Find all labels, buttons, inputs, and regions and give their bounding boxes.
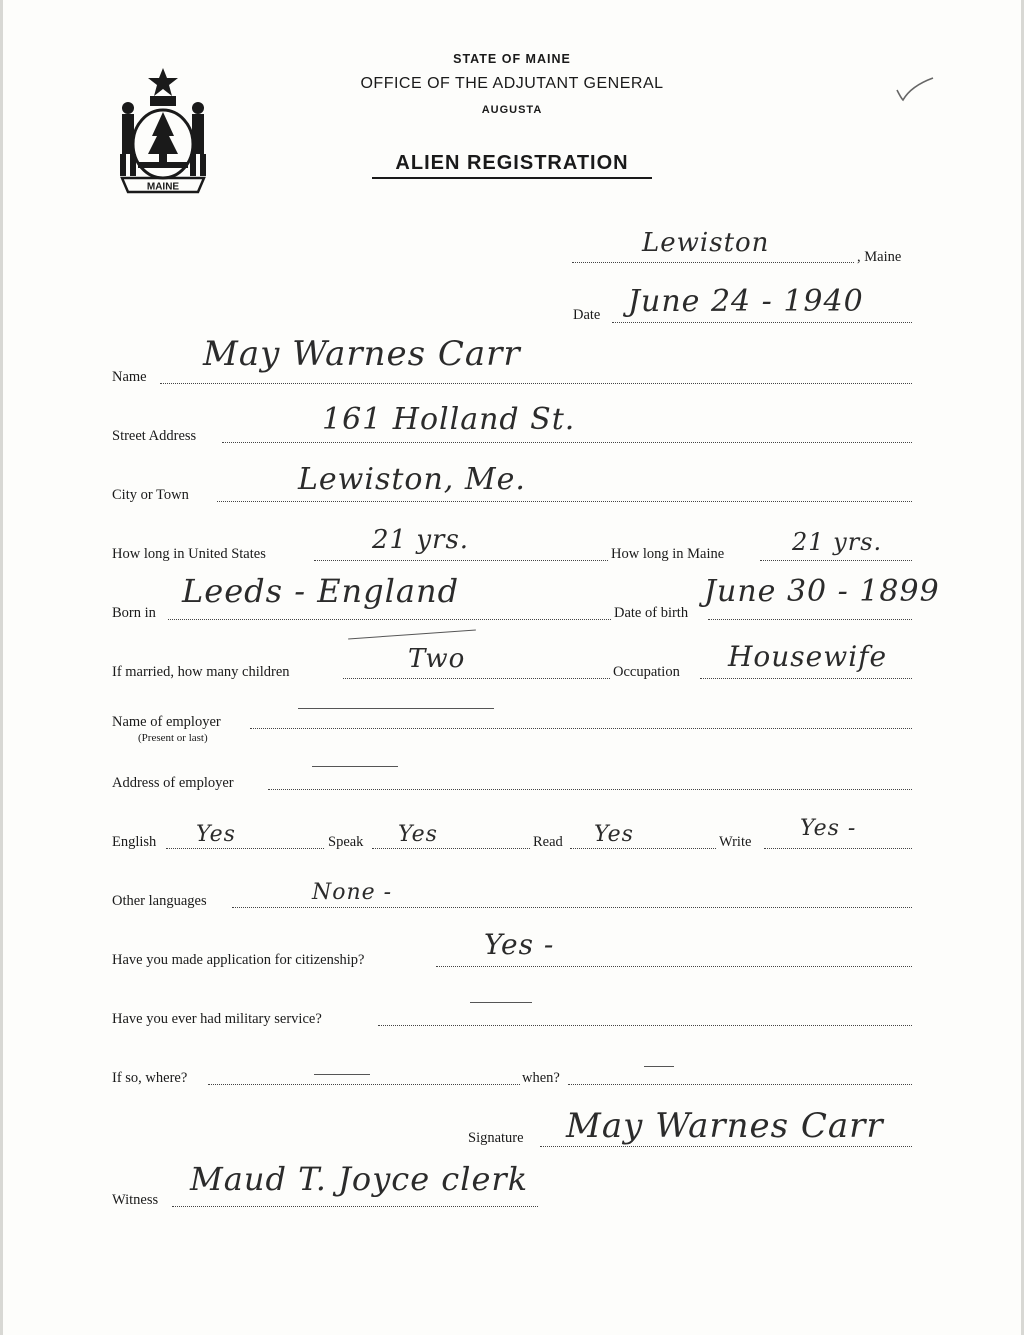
write-line — [764, 848, 912, 849]
header-state: STATE OF MAINE — [453, 52, 571, 66]
read-line — [570, 848, 716, 849]
date-line — [612, 322, 912, 323]
maine-suffix-label: , Maine — [857, 249, 902, 265]
read-label: Read — [533, 834, 563, 850]
where-line — [208, 1084, 520, 1085]
signature-value: May Warnes Carr — [566, 1106, 884, 1146]
employer-name-label: Name of employer — [112, 714, 221, 730]
date-of-birth-label: Date of birth — [614, 605, 689, 621]
born-in-label: Born in — [112, 605, 156, 621]
employer-address-label: Address of employer — [112, 775, 234, 791]
city-or-town-label: City or Town — [112, 487, 189, 503]
name-line — [160, 383, 912, 384]
speak-line — [372, 848, 530, 849]
military-dash — [470, 1002, 532, 1003]
how-long-us-line — [314, 560, 608, 561]
when-dash — [644, 1066, 674, 1067]
citizenship-label: Have you made application for citizenship? — [112, 952, 365, 968]
children-label: If married, how many children — [112, 664, 290, 680]
occupation-line — [700, 678, 912, 679]
how-long-maine-line — [760, 560, 912, 561]
military-line — [378, 1025, 912, 1026]
witness-line — [172, 1206, 538, 1207]
english-value: Yes — [196, 822, 236, 847]
when-label: when? — [522, 1070, 560, 1086]
date-value: June 24 - 1940 — [628, 284, 864, 319]
witness-label: Witness — [112, 1192, 159, 1208]
read-value: Yes — [594, 822, 634, 847]
born-in-value: Leeds - England — [182, 572, 460, 610]
speak-label: Speak — [328, 834, 364, 850]
date-of-birth-value: June 30 - 1899 — [704, 574, 940, 609]
header-office: OFFICE OF THE ADJUTANT GENERAL — [360, 75, 664, 92]
other-languages-value: None - — [312, 880, 393, 905]
header-city: AUGUSTA — [481, 104, 543, 116]
form-title: ALIEN REGISTRATION — [372, 152, 652, 179]
write-label: Write — [719, 834, 752, 850]
city-or-town-value: Lewiston, Me. — [298, 462, 526, 497]
name-value: May Warnes Carr — [203, 334, 521, 374]
citizenship-value: Yes - — [484, 928, 555, 961]
other-languages-label: Other languages — [112, 893, 207, 909]
how-long-us-label: How long in United States — [112, 546, 266, 562]
how-long-maine-value: 21 yrs. — [792, 528, 883, 556]
seal-banner-text: MAINE — [146, 181, 180, 193]
employer-name-sublabel: (Present or last) — [138, 732, 208, 744]
date-of-birth-line — [708, 619, 912, 620]
speak-value: Yes — [398, 822, 438, 847]
street-address-line — [222, 442, 912, 443]
street-address-label: Street Address — [112, 428, 197, 444]
employer-name-dash — [298, 708, 494, 709]
children-value: Two — [408, 644, 466, 674]
check-mark-icon — [895, 74, 935, 104]
citizenship-line — [436, 966, 912, 967]
town-value: Lewiston — [642, 228, 770, 258]
other-languages-line — [232, 907, 912, 908]
military-label: Have you ever had military service? — [112, 1011, 322, 1027]
children-line — [343, 678, 610, 679]
name-label: Name — [112, 369, 147, 385]
witness-value: Maud T. Joyce clerk — [190, 1160, 529, 1198]
how-long-us-value: 21 yrs. — [372, 525, 470, 555]
employer-address-dash — [312, 766, 398, 767]
employer-address-line — [268, 789, 912, 790]
street-address-value: 161 Holland St. — [322, 402, 576, 437]
town-line — [572, 262, 854, 263]
write-value: Yes - — [800, 816, 857, 841]
date-label: Date — [573, 307, 601, 323]
employer-name-line — [250, 728, 912, 729]
born-in-line — [168, 619, 611, 620]
signature-line — [540, 1146, 912, 1147]
when-line — [568, 1084, 912, 1085]
where-dash — [314, 1074, 370, 1075]
english-line — [166, 848, 324, 849]
city-or-town-line — [217, 501, 912, 502]
page-edge-left — [0, 0, 3, 1335]
english-label: English — [112, 834, 157, 850]
occupation-label: Occupation — [613, 664, 680, 680]
signature-label: Signature — [468, 1130, 524, 1146]
occupation-value: Housewife — [728, 640, 888, 673]
where-label: If so, where? — [112, 1070, 188, 1086]
how-long-maine-label: How long in Maine — [611, 546, 725, 562]
underline-stroke — [348, 630, 476, 640]
